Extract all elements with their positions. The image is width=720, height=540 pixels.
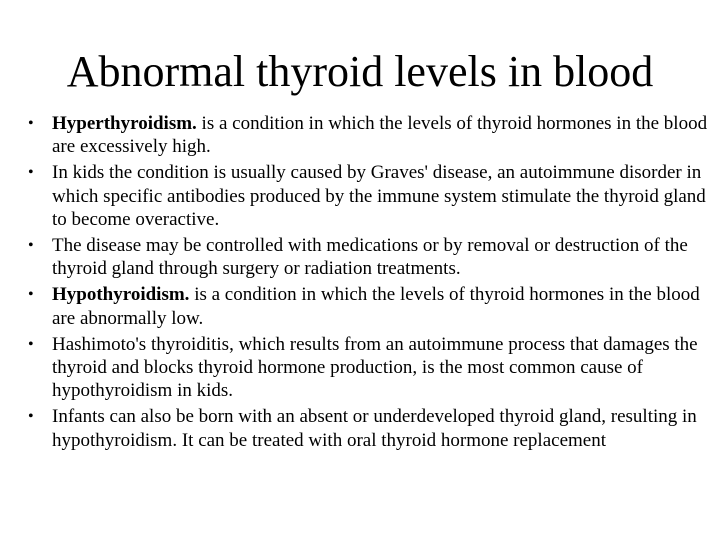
bullet-item <box>24 161 708 231</box>
bullet-text: The disease may be controlled with medications or by removal or destruction of the thyroid gland through surgery or radiation treatments. <box>52 235 688 280</box>
bullet-marker: • <box>28 164 34 182</box>
bullet-text: is a condition in which the levels of thyroid hormones in the blood are abnormally low. <box>52 284 700 329</box>
bullet-term: Hypothyroidism. <box>52 284 190 306</box>
bullet-term: Hyperthyroidism. <box>52 113 197 134</box>
bullet-text: In kids the condition is usually caused by Graves' disease, an autoimmune disorder in which specific antibodies produced by the immune system stimulate the thyroid gland to become overactive. <box>52 162 706 230</box>
bullet-marker: • <box>28 335 34 353</box>
bullet-item <box>24 405 708 451</box>
bullet-marker: • <box>28 408 34 426</box>
bullet-item <box>24 333 708 403</box>
bullet-marker: • <box>28 237 34 255</box>
slide-title: Abnormal thyroid levels in blood <box>66 47 654 96</box>
bullet-item <box>24 234 708 280</box>
bullet-marker: • <box>28 115 34 132</box>
bullet-list <box>24 112 708 455</box>
bullet-text: Infants can also be born with an absent or underdeveloped thyroid gland, resulting in hypothyroidism. It can be treated with oral thyroid hormone replacement <box>52 406 697 451</box>
bullet-text: is a condition in which the levels of thyroid hormones in the blood are excessively high. <box>52 113 708 158</box>
bullet-marker: • <box>28 286 34 304</box>
bullet-text: Hashimoto's thyroiditis, which results from an autoimmune process that damages the thyroid and blocks thyroid hormone production, is the most common cause of hypothyroidism in kids. <box>52 333 698 402</box>
bullet-item <box>24 112 708 158</box>
bullet-item <box>24 283 708 329</box>
